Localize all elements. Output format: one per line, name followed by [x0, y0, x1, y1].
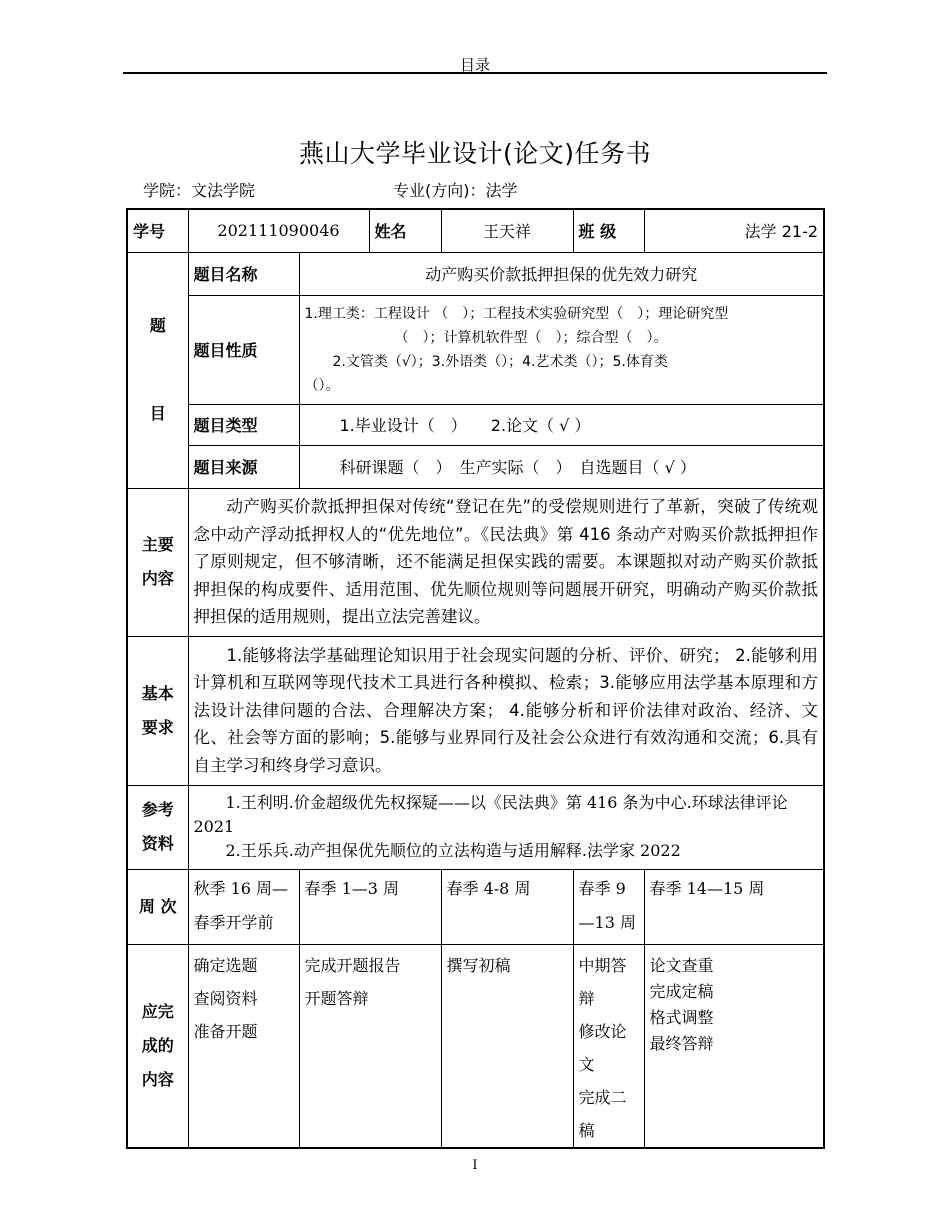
- main-content-label: [127, 488, 188, 636]
- work-1-item-1: 确定选题: [193, 955, 258, 975]
- references-row: [127, 785, 824, 869]
- topic-type-row: [127, 404, 824, 445]
- requirements-label-2: 要求: [141, 717, 174, 737]
- work-3-item-1: 撰写初稿: [446, 955, 511, 975]
- references-label-1: 参考: [141, 800, 174, 819]
- work-cell-3: [441, 944, 573, 1148]
- week-1-line-2: 春季开学前: [193, 912, 274, 932]
- work-2-item-1: 完成开题报告: [304, 955, 401, 975]
- references-text: [188, 785, 824, 869]
- requirements-text: 1.能够将法学基础理论知识用于社会现实问题的分析、评价、研究； 2.能够利用计算机和互联网等现代技术工具进行各种模拟、检索；3.能够应用法学基本原理和方法设计法律问题的合法、合理解决方案； 4.能够分析和评价法律对政治、经济、文化、社会等方面的影响；5.能够与业界同行及社会公众进行有效沟通和交流；6.具有自主学习和终身学习意识。: [188, 636, 824, 785]
- references-label-2: 资料: [141, 834, 174, 853]
- header-rule: [123, 72, 827, 74]
- topic-source-label: 题目来源: [188, 445, 299, 488]
- nature-line-2: （ ）；计算机软件型（ ）；综合型（ ）。: [394, 329, 668, 346]
- reference-2: 2.王乐兵.动产担保优先顺位的立法构造与适用解释.法学家 2022: [225, 841, 681, 860]
- week-cell-5: 春季 14—15 周: [644, 869, 824, 944]
- work-label: [127, 944, 188, 1148]
- work-label-1: 应完: [141, 1001, 174, 1021]
- topic-source-row: [127, 445, 824, 488]
- nature-line-1: 1.理工类：工程设计 （ ）；工程技术实验研究型（ ）；理论研究型: [304, 305, 729, 322]
- work-label-2: 成的: [141, 1035, 174, 1055]
- topic-type-value: 1.毕业设计（ ） 2.论文（ √ ）: [299, 404, 824, 445]
- week-cell-4: 春季 9—13 周: [573, 869, 644, 944]
- requirements-label-1: 基本: [141, 683, 174, 703]
- topic-nature-label: 题目性质: [188, 295, 299, 404]
- week-label: 周 次: [127, 869, 188, 944]
- work-1-item-2: 查阅资料: [193, 988, 258, 1008]
- work-4-item-1: 中期答辩: [578, 955, 627, 1008]
- topic-name-value: 动产购买价款抵押担保的优先效力研究: [299, 252, 824, 295]
- main-content-label-2: 内容: [141, 569, 174, 588]
- class-label: 班 级: [573, 209, 644, 252]
- work-5-item-1: 论文查重: [649, 955, 714, 975]
- work-cell-2: [299, 944, 441, 1148]
- nature-line-3: 2.文管类（√）；3.外语类（）；4.艺术类（）；5.体育类: [332, 353, 668, 370]
- week-1-line-1: 秋季 16 周—: [193, 878, 289, 898]
- work-5-item-4: 最终答辩: [649, 1033, 714, 1053]
- task-table: [126, 208, 825, 1149]
- major-field: 专业(方向)：法学: [393, 181, 518, 200]
- main-content-row: [127, 488, 824, 636]
- work-5-item-3: 格式调整: [649, 1007, 714, 1027]
- topic-name-label: 题目名称: [188, 252, 299, 295]
- reference-1: 1.王利明.价金超级优先权探疑——以《民法典》第 416 条为中心.环球法律评论 2021: [193, 793, 788, 836]
- references-label: [127, 785, 188, 869]
- requirements-label: [127, 636, 188, 785]
- work-cell-4: [573, 944, 644, 1148]
- topic-source-value: 科研课题（ ） 生产实际（ ） 自选题目（ √ ）: [299, 445, 824, 488]
- work-1-item-3: 准备开题: [193, 1021, 258, 1041]
- topic-nature-value: [299, 295, 824, 404]
- student-info-row: [127, 209, 824, 252]
- student-name-value: 王天祥: [441, 209, 573, 252]
- document-title: 燕山大学毕业设计(论文)任务书: [298, 139, 651, 168]
- work-4-item-2: 修改论文: [578, 1021, 627, 1074]
- student-id-value: 202111090046: [188, 209, 369, 252]
- work-cell-5: [644, 944, 824, 1148]
- week-cell-2: 春季 1—3 周: [299, 869, 441, 944]
- topic-type-label: 题目类型: [188, 404, 299, 445]
- week-row: [127, 869, 824, 944]
- nature-line-4: （）。: [304, 377, 340, 394]
- page-number: I: [472, 1158, 478, 1173]
- work-cell-1: [188, 944, 299, 1148]
- work-row: [127, 944, 824, 1148]
- student-name-label: 姓名: [369, 209, 441, 252]
- topic-side-label-2: 目: [149, 404, 166, 423]
- topic-name-row: [127, 252, 824, 295]
- topic-side-label: [127, 252, 188, 488]
- requirements-row: [127, 636, 824, 785]
- main-content-text: 动产购买价款抵押担保对传统“登记在先”的受偿规则进行了革新，突破了传统观念中动产浮动抵押权人的“优先地位”。《民法典》第 416 条动产对购买价款抵押担作了原则规定，但不够清晰，还不能满足担保实践的需要。本课题拟对动产购买价款抵押担保的构成要件、适用范围、优先顺位规则等问题展开研究，明确动产购买价款抵押担保的适用规则，提出立法完善建议。: [188, 488, 824, 636]
- work-4-item-3: 完成二稿: [578, 1087, 627, 1140]
- main-content-label-1: 主要: [141, 535, 174, 554]
- work-5-item-2: 完成定稿: [649, 981, 714, 1001]
- week-cell-1: [188, 869, 299, 944]
- topic-side-label-1: 题: [149, 316, 166, 335]
- topic-nature-row: [127, 295, 824, 404]
- work-2-item-2: 开题答辩: [304, 988, 369, 1008]
- college-field: 学院：文法学院: [143, 181, 256, 200]
- work-label-3: 内容: [141, 1069, 174, 1089]
- week-cell-3: 春季 4-8 周: [441, 869, 573, 944]
- class-value: 法学 21-2: [644, 209, 824, 252]
- student-id-label: 学号: [127, 209, 188, 252]
- page-header: 目录: [459, 56, 490, 74]
